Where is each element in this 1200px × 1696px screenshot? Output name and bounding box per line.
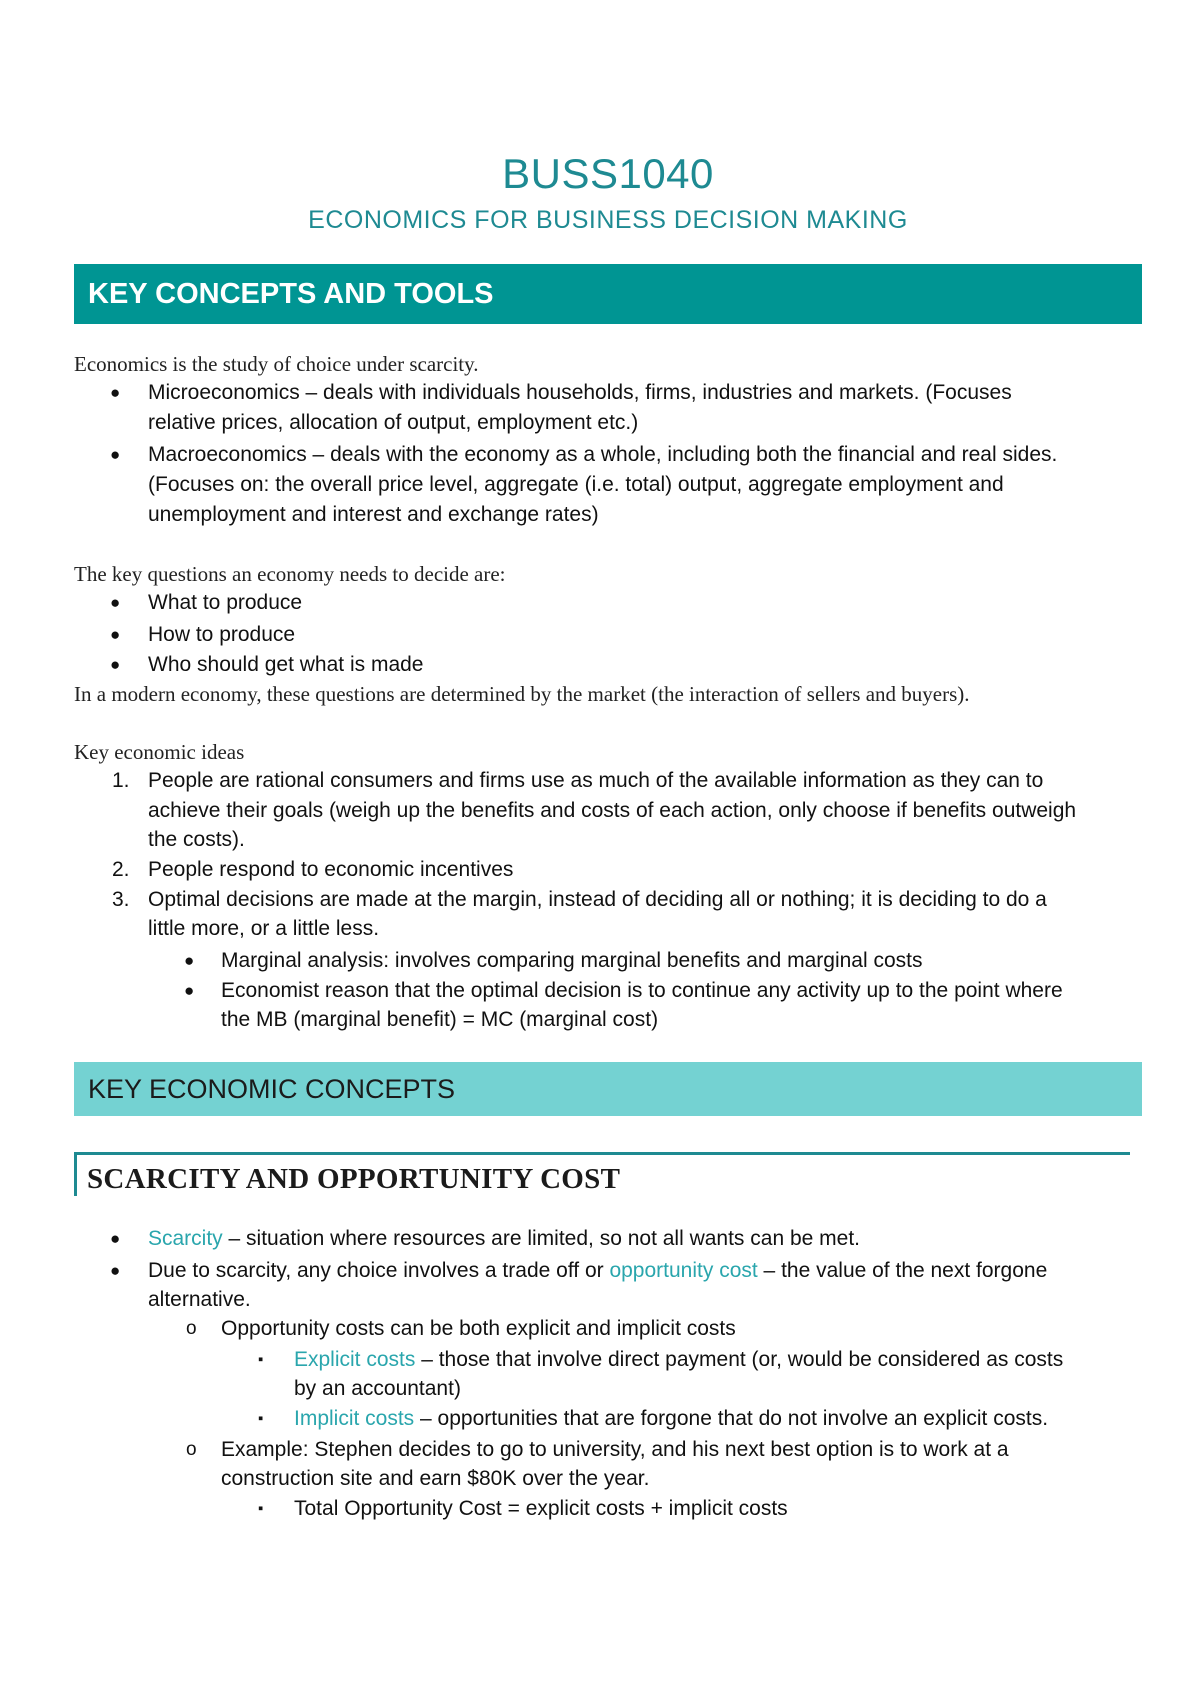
list-number: 1. <box>112 769 130 792</box>
subheading-frame <box>74 1152 1130 1196</box>
ideas-lead: Key economic ideas <box>74 740 245 764</box>
bullet-icon: ● <box>184 981 195 1000</box>
bullet-icon: ● <box>184 951 195 970</box>
idea-2: People respond to economic incentives <box>148 858 514 881</box>
explicit-costs-line-2: by an accountant) <box>294 1377 461 1400</box>
bullet-icon: ● <box>110 445 121 464</box>
bullet-icon: ● <box>110 625 121 644</box>
questions-lead: The key questions an economy needs to decide are: <box>74 562 506 586</box>
question-1: What to produce <box>148 591 303 614</box>
idea-1-line-3: the costs). <box>148 828 245 851</box>
circle-bullet-icon: o <box>186 1318 197 1339</box>
square-bullet-icon: ▪ <box>258 1351 264 1368</box>
macro-line-2: (Focuses on: the overall price level, aggregate (i.e. total) output, aggregate employment and <box>148 473 1004 496</box>
bullet-icon: ● <box>110 1261 121 1280</box>
explicit-costs-line-1 <box>294 1345 1063 1375</box>
micro-line-1: Microeconomics – deals with individuals households, firms, industries and markets. (Focuses <box>148 381 1012 404</box>
idea-3-sub-2-line-1: Economist reason that the optimal decision is to continue any activity up to the point where <box>221 979 1063 1002</box>
scarcity-bullet-2-line-2: alternative. <box>148 1288 251 1311</box>
list-number: 2. <box>112 858 130 881</box>
scarcity-bullet-2-line-1 <box>148 1256 1047 1286</box>
term-explicit-costs: Explicit costs <box>294 1348 416 1371</box>
square-bullet-icon: ▪ <box>258 1500 264 1517</box>
question-2: How to produce <box>148 623 296 646</box>
example-line-1: Example: Stephen decides to go to university, and his next best option is to work at a <box>221 1438 1009 1461</box>
bullet-icon: ● <box>110 1229 121 1248</box>
idea-1-line-2: achieve their goals (weigh up the benefits and costs of each action, only choose if benefits outweigh <box>148 799 1077 822</box>
macro-line-3: unemployment and interest and exchange rates) <box>148 503 599 526</box>
question-3: Who should get what is made <box>148 653 424 676</box>
scarcity-definition: – situation where resources are limited, so not all wants can be met. <box>222 1227 860 1250</box>
scarcity-bullet-1 <box>148 1224 860 1254</box>
section-heading-key-economic: KEY ECONOMIC CONCEPTS <box>74 1062 1142 1116</box>
section-heading-key-concepts: KEY CONCEPTS AND TOOLS <box>74 264 1142 324</box>
subheading-scarcity: SCARCITY AND OPPORTUNITY COST <box>87 1163 621 1195</box>
total-opportunity-cost: Total Opportunity Cost = explicit costs + implicit costs <box>294 1497 788 1520</box>
circle-bullet-icon: o <box>186 1439 197 1460</box>
tradeoff-text: Due to scarcity, any choice involves a trade off or <box>148 1259 610 1282</box>
idea-3-sub-2-line-2: the MB (marginal benefit) = MC (marginal cost) <box>221 1008 659 1031</box>
bullet-icon: ● <box>110 655 121 674</box>
micro-line-2: relative prices, allocation of output, employment etc.) <box>148 411 639 434</box>
term-scarcity: Scarcity <box>148 1227 223 1250</box>
explicit-costs-definition: – those that involve direct payment (or, would be considered as costs <box>415 1348 1064 1371</box>
economics-definition: Economics is the study of choice under scarcity. <box>74 352 479 376</box>
market-note: In a modern economy, these questions are determined by the market (the interaction of sellers and buyers). <box>74 682 970 706</box>
idea-3-line-1: Optimal decisions are made at the margin, instead of deciding all or nothing; it is deciding to do a <box>148 888 1047 911</box>
idea-3-sub-1: Marginal analysis: involves comparing marginal benefits and marginal costs <box>221 949 923 972</box>
tradeoff-definition: – the value of the next forgone <box>757 1259 1048 1282</box>
square-bullet-icon: ▪ <box>258 1410 264 1427</box>
bullet-icon: ● <box>110 593 121 612</box>
idea-1-line-1: People are rational consumers and firms use as much of the available information as they can to <box>148 769 1044 792</box>
term-opportunity-cost: opportunity cost <box>609 1259 758 1282</box>
term-implicit-costs: Implicit costs <box>294 1407 415 1430</box>
list-number: 3. <box>112 888 130 911</box>
macro-line-1: Macroeconomics – deals with the economy as a whole, including both the financial and real sides. <box>148 443 1058 466</box>
implicit-costs-definition: – opportunities that are forgone that do not involve an explicit costs. <box>414 1407 1049 1430</box>
course-title: ECONOMICS FOR BUSINESS DECISION MAKING <box>308 206 908 234</box>
course-code: BUSS1040 <box>502 150 714 197</box>
opportunity-cost-types: Opportunity costs can be both explicit and implicit costs <box>221 1317 736 1340</box>
example-line-2: construction site and earn $80K over the year. <box>221 1467 650 1490</box>
implicit-costs-line <box>294 1404 1048 1434</box>
idea-3-line-2: little more, or a little less. <box>148 917 380 940</box>
bullet-icon: ● <box>110 383 121 402</box>
